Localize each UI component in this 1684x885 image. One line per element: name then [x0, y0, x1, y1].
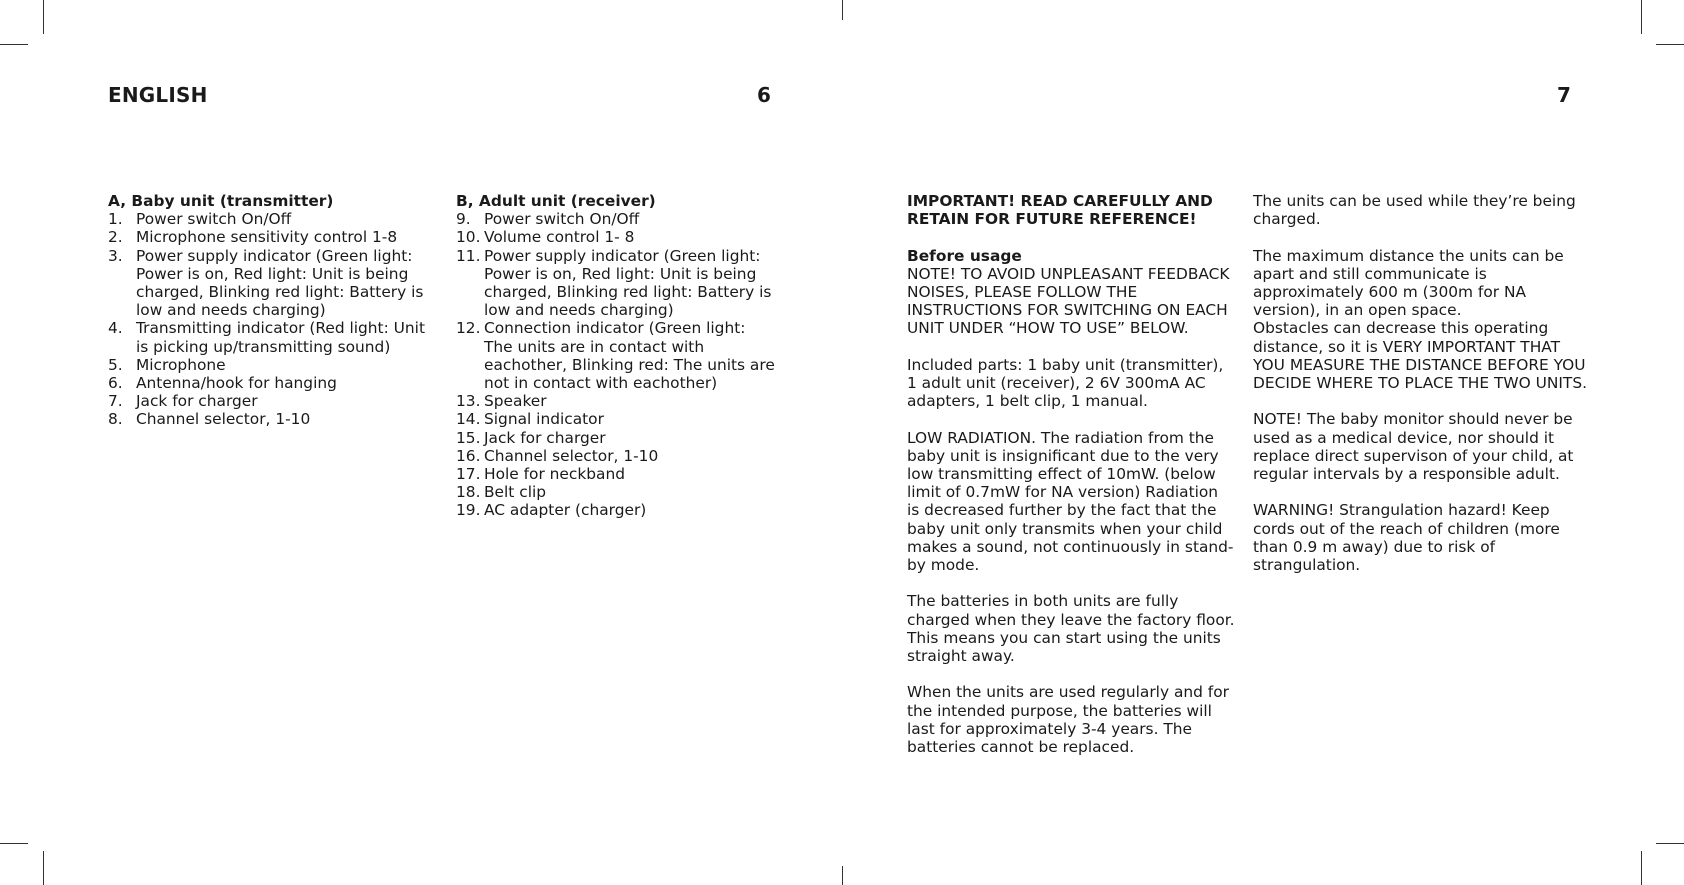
before-usage-text: NOTE! TO AVOID UNPLEASANT FEEDBACK NOISES, PLEASE FOLLOW THE INSTRUCTIONS FOR SWITCHING ON EACH UNIT UNDER “HOW TO USE” BELOW. [907, 264, 1230, 338]
baby-unit-section [108, 192, 430, 429]
crop-mark [842, 866, 843, 885]
language-header: ENGLISH [108, 83, 208, 107]
crop-mark [43, 851, 44, 885]
list-item: 11. Power supply indicator (Green light: Power is on, Red light: Unit is being charged, Blinking red light: Battery is low and needs charging) [456, 246, 772, 320]
baby-unit-title: A, Baby unit (transmitter) [108, 192, 334, 210]
list-item: 17. Hole for neckband [456, 465, 626, 484]
list-item: 19. AC adapter (charger) [456, 501, 647, 520]
important-notice: IMPORTANT! READ CAREFULLY AND RETAIN FOR FUTURE REFERENCE! [907, 192, 1213, 229]
list-item: 1. Power switch On/Off [108, 210, 292, 229]
adult-unit-section [456, 192, 778, 520]
usage-notes-section [1253, 192, 1587, 574]
included-parts-text: Included parts: 1 baby unit (transmitter), 1 adult unit (receiver), 2 6V 300mA AC adapters, 1 belt clip, 1 manual. [907, 355, 1224, 411]
crop-mark [1656, 843, 1684, 844]
list-item: 18. Belt clip [456, 483, 547, 502]
crop-mark [43, 0, 44, 34]
radiation-text: LOW RADIATION. The radiation from the baby unit is insignificant due to the very low transmitting effect of 10mW. (below limit of 0.7mW for NA version) Radiation is decreased further by the fact that the baby unit only transmits when your child makes a sound, not continuously in stand-by mode. [907, 428, 1234, 575]
batteries-charged-text: The batteries in both units are fully charged when they leave the factory floor. This means you can start using the units straight away. [907, 592, 1235, 666]
list-item: 15. Jack for charger [456, 428, 606, 447]
important-section [907, 192, 1235, 756]
adult-unit-parts-list [456, 210, 778, 519]
list-item: 6. Antenna/hook for hanging [108, 374, 337, 393]
charging-use-text: The units can be used while they’re being charged. [1253, 192, 1576, 229]
medical-note-text: NOTE! The baby monitor should never be used as a medical device, nor should it replace direct supervison of your child, at regular intervals by a responsible adult. [1253, 410, 1574, 484]
list-item: 8. Channel selector, 1-10 [108, 410, 311, 429]
page-number-right: 7 [1557, 83, 1572, 107]
list-item: 13. Speaker [456, 392, 547, 411]
batteries-life-text: When the units are used regularly and for the intended purpose, the batteries will last for approximately 3-4 years. The batteries cannot be replaced. [907, 683, 1229, 757]
crop-mark [1656, 44, 1684, 45]
list-item: 10. Volume control 1- 8 [456, 228, 635, 247]
before-usage-title: Before usage [907, 246, 1022, 265]
crop-mark [1641, 851, 1642, 885]
list-item: 16. Channel selector, 1-10 [456, 446, 659, 465]
list-item: 7. Jack for charger [108, 392, 258, 411]
list-item: 9. Power switch On/Off [456, 210, 640, 229]
crop-mark [0, 843, 28, 844]
list-item: 12. Connection indicator (Green light: The units are in contact with eachother, Blinking red: The units are not in contact with eachother) [456, 319, 775, 393]
list-item: 5. Microphone [108, 355, 226, 374]
list-item: 2. Microphone sensitivity control 1-8 [108, 228, 398, 247]
crop-mark [1641, 0, 1642, 34]
list-item: 4. Transmitting indicator (Red light: Unit is picking up/transmitting sound) [108, 319, 425, 356]
adult-unit-title: B, Adult unit (receiver) [456, 192, 656, 210]
list-item: 14. Signal indicator [456, 410, 604, 429]
crop-mark [0, 44, 28, 45]
strangulation-warning-text: WARNING! Strangulation hazard! Keep cords out of the reach of children (more than 0.9 m away) due to risk of strangulation. [1253, 501, 1560, 575]
list-item: 3. Power supply indicator (Green light: Power is on, Red light: Unit is being charged, Blinking red light: Battery is low and needs charging) [108, 246, 424, 320]
page-number-left: 6 [757, 83, 772, 107]
baby-unit-parts-list [108, 210, 430, 428]
max-distance-text: The maximum distance the units can be apart and still communicate is approximately 600 m (300m for NA version), in an open space. [1253, 246, 1564, 320]
obstacles-text: Obstacles can decrease this operating distance, so it is VERY IMPORTANT THAT YOU MEASURE THE DISTANCE BEFORE YOU DECIDE WHERE TO PLACE THE TWO UNITS. [1253, 319, 1587, 393]
crop-mark [842, 0, 843, 20]
